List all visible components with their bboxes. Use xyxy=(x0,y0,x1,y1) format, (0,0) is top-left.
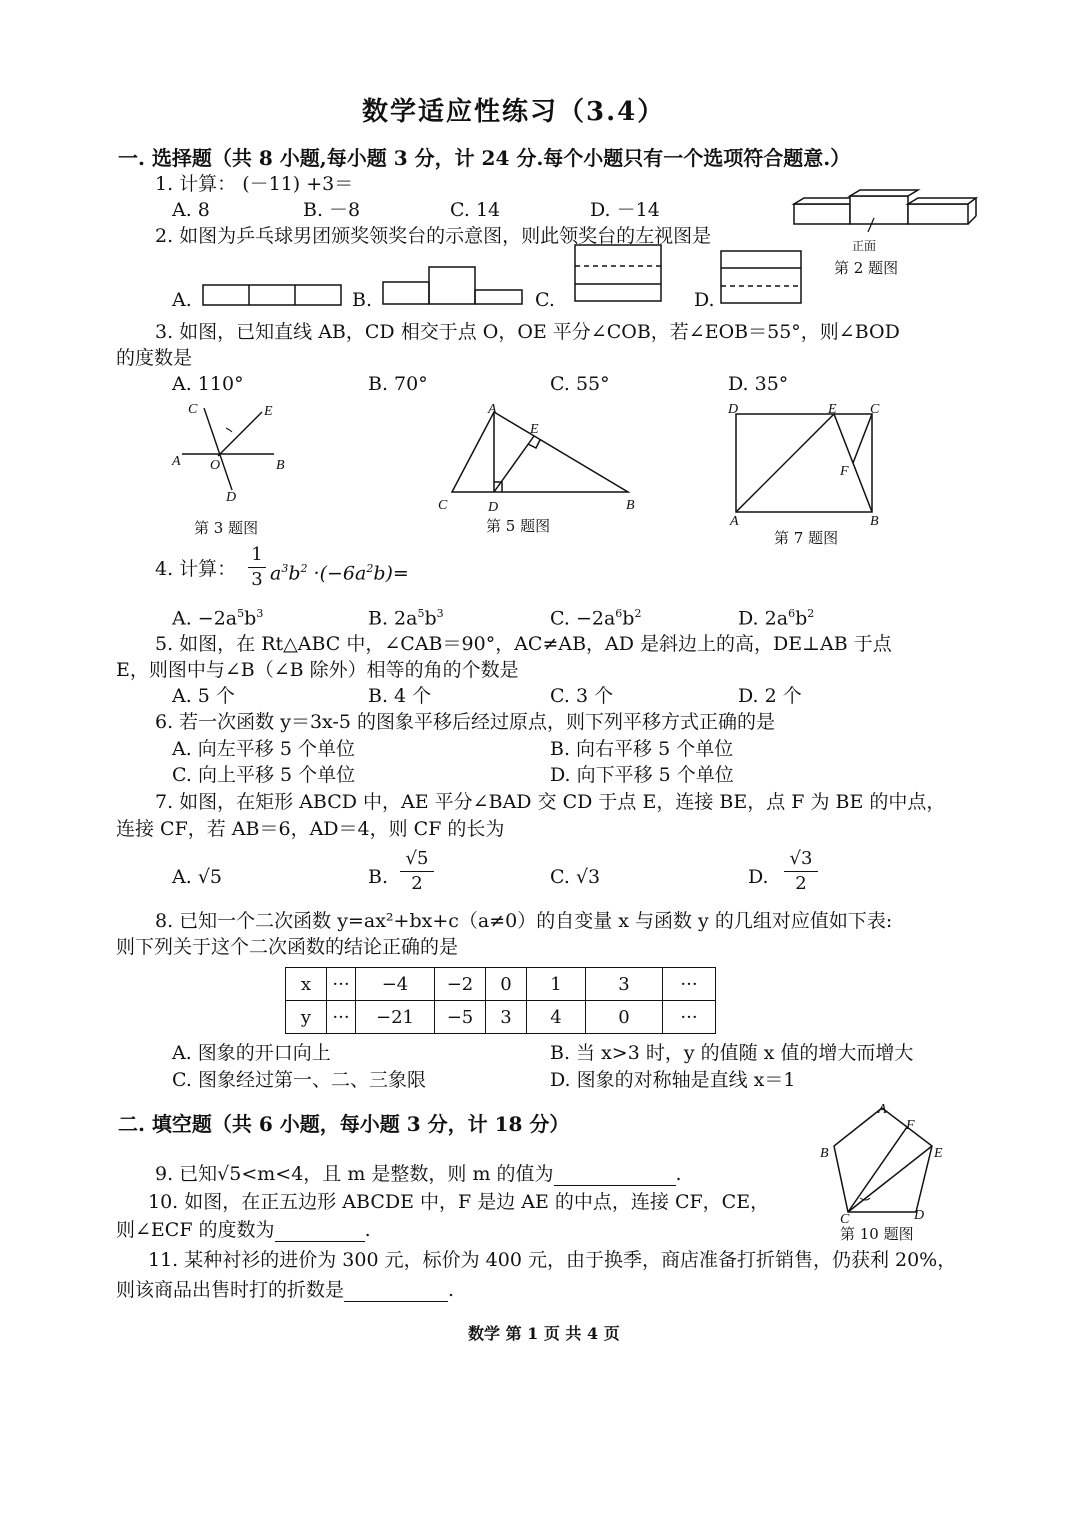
q8-value-table xyxy=(285,967,716,1034)
fig10-caption: 第 10 题图 xyxy=(840,1225,914,1243)
q11-stem-cont: 则该商品出售时打的折数是 . xyxy=(116,1279,455,1301)
q1-option-c: C. 14 xyxy=(450,199,501,221)
fig7-point-f: F xyxy=(840,464,849,479)
fig10-point-f: F xyxy=(906,1118,915,1133)
q2-option-c: C. xyxy=(535,289,555,311)
q2-option-b-figure xyxy=(382,266,524,306)
q8-option-d: D. 图象的对称轴是直线 x＝1 xyxy=(550,1069,796,1091)
q4-option-c: C. $-2a^6b^2$ xyxy=(550,607,642,630)
q8-stem-cont: 则下列关于这个二次函数的结论正确的是 xyxy=(116,936,459,958)
q5-stem: 5. 如图，在 Rt△ABC 中，∠CAB＝90°，AC≠AB，AD 是斜边上的高，DE⊥AB 于点 xyxy=(155,633,892,655)
page-title: 数学适应性练习（3.4） xyxy=(362,97,666,127)
q5-option-c: C. 3 个 xyxy=(550,685,614,707)
q6-option-c: C. 向上平移 5 个单位 xyxy=(172,764,356,786)
fig5-right-triangle xyxy=(440,400,650,510)
fig3-point-o: O xyxy=(210,458,221,473)
fig10-point-c: C xyxy=(840,1212,850,1227)
q1-option-a: A. 8 xyxy=(172,199,210,221)
q7-option-d-fraction: √3 2 xyxy=(784,848,818,895)
q10-answer-blank[interactable] xyxy=(275,1223,365,1242)
q8-option-a: A. 图象的开口向上 xyxy=(172,1042,331,1064)
q7-option-b-label: B. xyxy=(368,866,389,888)
fig10-point-b: B xyxy=(820,1146,829,1161)
q5-stem-cont: E，则图中与∠B（∠B 除外）相等的角的个数是 xyxy=(116,659,519,681)
fig5-point-d: D xyxy=(488,500,499,515)
fig3-point-c: C xyxy=(188,402,198,417)
q2-option-a: A. xyxy=(172,289,192,311)
fig10-point-d: D xyxy=(914,1208,925,1223)
q2-option-d: D. xyxy=(694,289,715,311)
page-footer: 数学 第 1 页 共 4 页 xyxy=(468,1324,620,1343)
q4-expression: $a^3b^2 \cdot(-6a^2b)=$ xyxy=(270,562,409,585)
q4-fraction-denominator: 3 xyxy=(251,569,263,590)
fig2-front-label: 正面 xyxy=(852,239,877,253)
fig3-point-d: D xyxy=(226,490,237,505)
fig2-podium-diagram xyxy=(790,190,980,240)
fig3-caption: 第 3 题图 xyxy=(194,519,259,537)
fig5-point-a: A xyxy=(488,402,497,417)
q10-stem-cont: 则∠ECF 的度数为 . xyxy=(116,1219,371,1241)
q11-stem: 11. 某种衬衫的进价为 300 元，标价为 400 元，由于换季，商店准备打折销售，仍获利 20%， xyxy=(148,1249,957,1271)
q8-stem: 8. 已知一个二次函数 y=ax²+bx+c（a≠0）的自变量 x 与函数 y 的几组对应值如下表: xyxy=(155,910,893,932)
q1-option-d: D. －14 xyxy=(590,199,660,221)
q11-answer-blank[interactable] xyxy=(344,1283,448,1302)
q9-stem: 9. 已知√5<m<4，且 m 是整数，则 m 的值为 . xyxy=(155,1163,682,1185)
q6-stem: 6. 若一次函数 y＝3x-5 的图象平移后经过原点，则下列平移方式正确的是 xyxy=(155,711,775,733)
q7-option-c: C. √3 xyxy=(550,866,601,888)
fig3-point-b: B xyxy=(276,458,285,473)
q4-option-d: D. $2a^6b^2$ xyxy=(738,607,815,630)
fig10-point-a: A xyxy=(878,1102,887,1117)
q2-option-d-figure xyxy=(720,250,804,306)
fig5-caption: 第 5 题图 xyxy=(486,517,551,535)
q4-fraction-numerator: 1 xyxy=(251,544,263,565)
fig2-caption: 第 2 题图 xyxy=(834,259,899,277)
q7-stem: 7. 如图，在矩形 ABCD 中，AE 平分∠BAD 交 CD 于点 E，连接 BE，点 F 为 BE 的中点， xyxy=(155,791,946,813)
q1-option-b: B. －8 xyxy=(303,199,361,221)
q3-option-c: C. 55° xyxy=(550,373,610,395)
q5-option-d: D. 2 个 xyxy=(738,685,802,707)
q3-stem: 3. 如图，已知直线 AB，CD 相交于点 O，OE 平分∠COB，若∠EOB＝55°，则∠BOD xyxy=(155,321,900,343)
q8-table-row-x: x ··· −4 −2 0 1 3 ··· xyxy=(286,968,716,1001)
q7-stem-cont: 连接 CF，若 AB＝6，AD＝4，则 CF 的长为 xyxy=(116,818,505,840)
fig5-point-b: B xyxy=(626,498,635,513)
fig7-rectangle xyxy=(734,412,876,516)
q3-option-a: A. 110° xyxy=(172,373,244,395)
q4-fraction xyxy=(248,544,266,591)
q7-option-a: A. √5 xyxy=(172,866,223,888)
q2-stem: 2. 如图为乒乓球男团颁奖领奖台的示意图，则此领奖台的左视图是 xyxy=(155,225,712,247)
q3-stem-cont: 的度数是 xyxy=(116,347,193,369)
fig5-point-c: C xyxy=(438,498,448,513)
q7-option-b-fraction: √5 2 xyxy=(400,848,434,895)
q8-option-c: C. 图象经过第一、二、三象限 xyxy=(172,1069,426,1091)
q2-option-a-figure xyxy=(202,284,342,306)
fig10-point-e: E xyxy=(934,1146,943,1161)
fig3-point-e: E xyxy=(264,404,273,419)
q9-answer-blank[interactable] xyxy=(554,1167,676,1186)
q6-option-d: D. 向下平移 5 个单位 xyxy=(550,764,734,786)
q3-option-d: D. 35° xyxy=(728,373,789,395)
q10-stem: 10. 如图，在正五边形 ABCDE 中，F 是边 AE 的中点，连接 CF，CE， xyxy=(148,1191,770,1213)
fig7-caption: 第 7 题图 xyxy=(774,529,839,547)
fig7-point-b: B xyxy=(870,514,879,529)
q8-table-row-y: y ··· −21 −5 3 4 0 ··· xyxy=(286,1001,716,1034)
q2-option-c-figure xyxy=(574,244,664,304)
fig7-point-a: A xyxy=(730,514,739,529)
q5-option-a: A. 5 个 xyxy=(172,685,235,707)
section-2-heading: 二. 填空题（共 6 小题，每小题 3 分，计 18 分） xyxy=(118,1112,570,1136)
fig7-point-c: C xyxy=(870,402,880,417)
q1-stem: 1. 计算： (－11) +3＝ xyxy=(155,173,354,195)
q8-option-b: B. 当 x>3 时，y 的值随 x 值的增大而增大 xyxy=(550,1042,914,1064)
q4-option-b: B. $2a^5b^3$ xyxy=(368,607,444,630)
fig7-point-d: D xyxy=(728,402,739,417)
fig7-point-e: E xyxy=(828,402,837,417)
q7-option-d-label: D. xyxy=(748,866,769,888)
fig3-point-a: A xyxy=(172,454,181,469)
q3-option-b: B. 70° xyxy=(368,373,428,395)
q5-option-b: B. 4 个 xyxy=(368,685,432,707)
q2-option-b: B. xyxy=(352,289,373,311)
q6-option-b: B. 向右平移 5 个单位 xyxy=(550,738,734,760)
fig5-point-e: E xyxy=(530,422,539,437)
q6-option-a: A. 向左平移 5 个单位 xyxy=(172,738,355,760)
q4-stem-prefix: 4. 计算： xyxy=(155,558,237,580)
section-1-heading: 一. 选择题（共 8 小题,每小题 3 分，计 24 分.每个小题只有一个选项符合题意.） xyxy=(118,146,851,170)
q4-option-a: A. $-2a^5b^3$ xyxy=(172,607,264,630)
